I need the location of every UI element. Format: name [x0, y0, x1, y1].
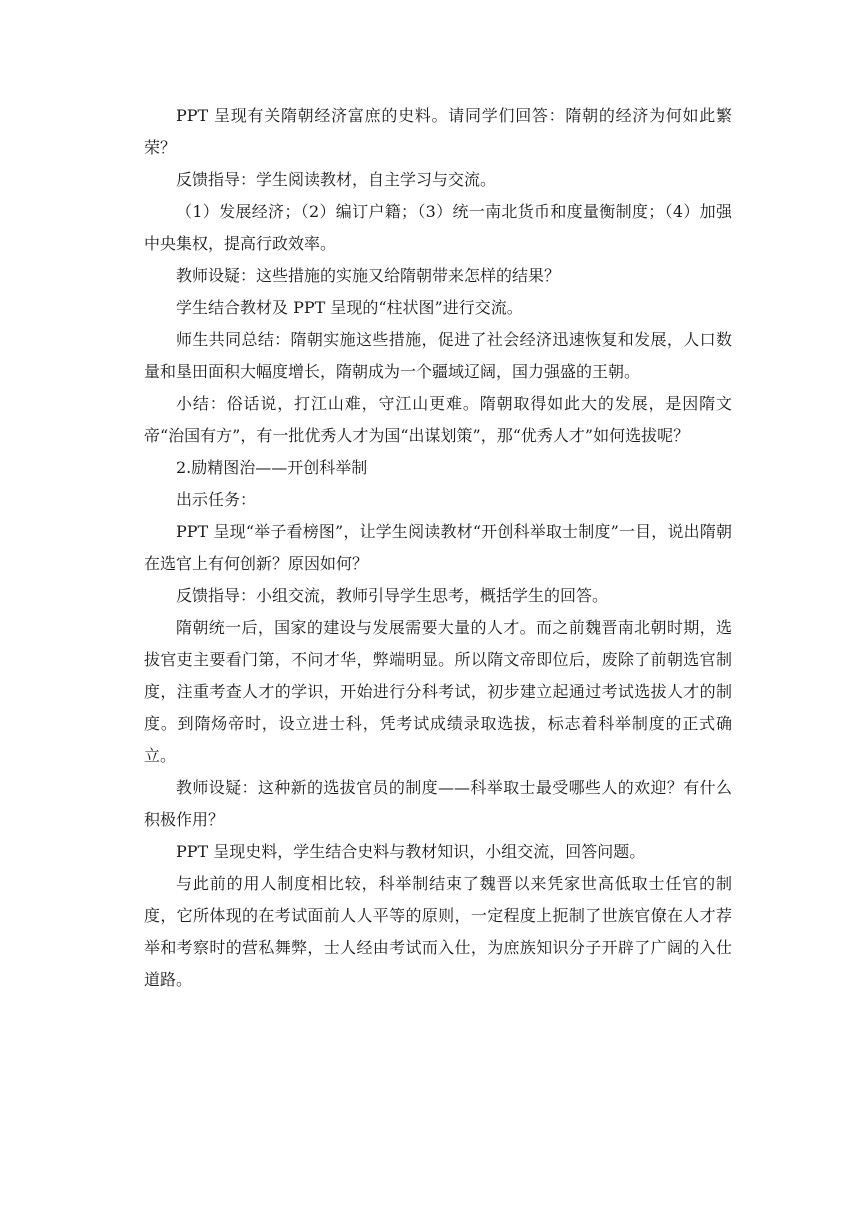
paragraph-teacher-question-2: 教师设疑：这种新的选拔官员的制度——科举取士最受哪些人的欢迎？有什么积极作用？: [144, 778, 732, 829]
paragraph-bar-chart-discussion: 学生结合教材及 PPT 呈现的“柱状图”进行交流。: [176, 298, 523, 317]
paragraph-show-task: 出示任务：: [176, 490, 257, 509]
paragraph-summary-results: 师生共同总结：隋朝实施这些措施，促进了社会经济迅速恢复和发展，人口数量和垦田面积大幅度增长，隋朝成为一个疆域辽阔，国力强盛的王朝。: [144, 330, 732, 381]
paragraph-feedback-2: 反馈指导：小组交流，教师引导学生思考，概括学生的回答。: [176, 586, 609, 605]
paragraph-ppt-sources: PPT 呈现史料，学生结合史料与教材知识，小组交流，回答问题。: [176, 842, 646, 861]
paragraph-brief-summary: 小结：俗话说，打江山难，守江山更难。隋朝取得如此大的发展，是因隋文帝“治国有方”，有一批优秀人才为国“出谋划策”，那“优秀人才”如何选拔呢？: [144, 394, 732, 445]
document-body: [144, 100, 732, 996]
paragraph-sui-unification: 隋朝统一后，国家的建设与发展需要大量的人才。而之前魏晋南北朝时期，选拔官吏主要看门第，不问才华，弊端明显。所以隋文帝即位后，废除了前朝选官制度，注重考查人才的学识，开始进行分科考试，初步建立起通过考试选拔人才的制度。到隋炀帝时，设立进士科，凭考试成绩录取选拔，标志着科举制度的正式确立。: [144, 618, 732, 765]
paragraph-ppt-economy: PPT 呈现有关隋朝经济富庶的史料。请同学们回答：隋朝的经济为何如此繁荣？: [144, 106, 732, 157]
paragraph-measures-list: （1）发展经济；（2）编订户籍；（3）统一南北货币和度量衡制度；（4）加强中央集权，提高行政效率。: [144, 202, 732, 253]
section-heading-keju: 2.励精图治——开创科举制: [176, 458, 368, 477]
paragraph-feedback-1: 反馈指导：学生阅读教材，自主学习与交流。: [176, 170, 497, 189]
paragraph-teacher-question-1: 教师设疑：这些措施的实施又给隋朝带来怎样的结果？: [176, 266, 561, 285]
paragraph-ppt-exam-list: PPT 呈现“举子看榜图”，让学生阅读教材“开创科举取士制度”一目，说出隋朝在选官上有何创新？原因如何？: [144, 522, 732, 573]
paragraph-keju-significance: 与此前的用人制度相比较，科举制结束了魏晋以来凭家世高低取士任官的制度，它所体现的在考试面前人人平等的原则，一定程度上扼制了世族官僚在人才荐举和考察时的营私舞弊，士人经由考试而入仕，为庶族知识分子开辟了广阔的入仕道路。: [144, 874, 732, 989]
